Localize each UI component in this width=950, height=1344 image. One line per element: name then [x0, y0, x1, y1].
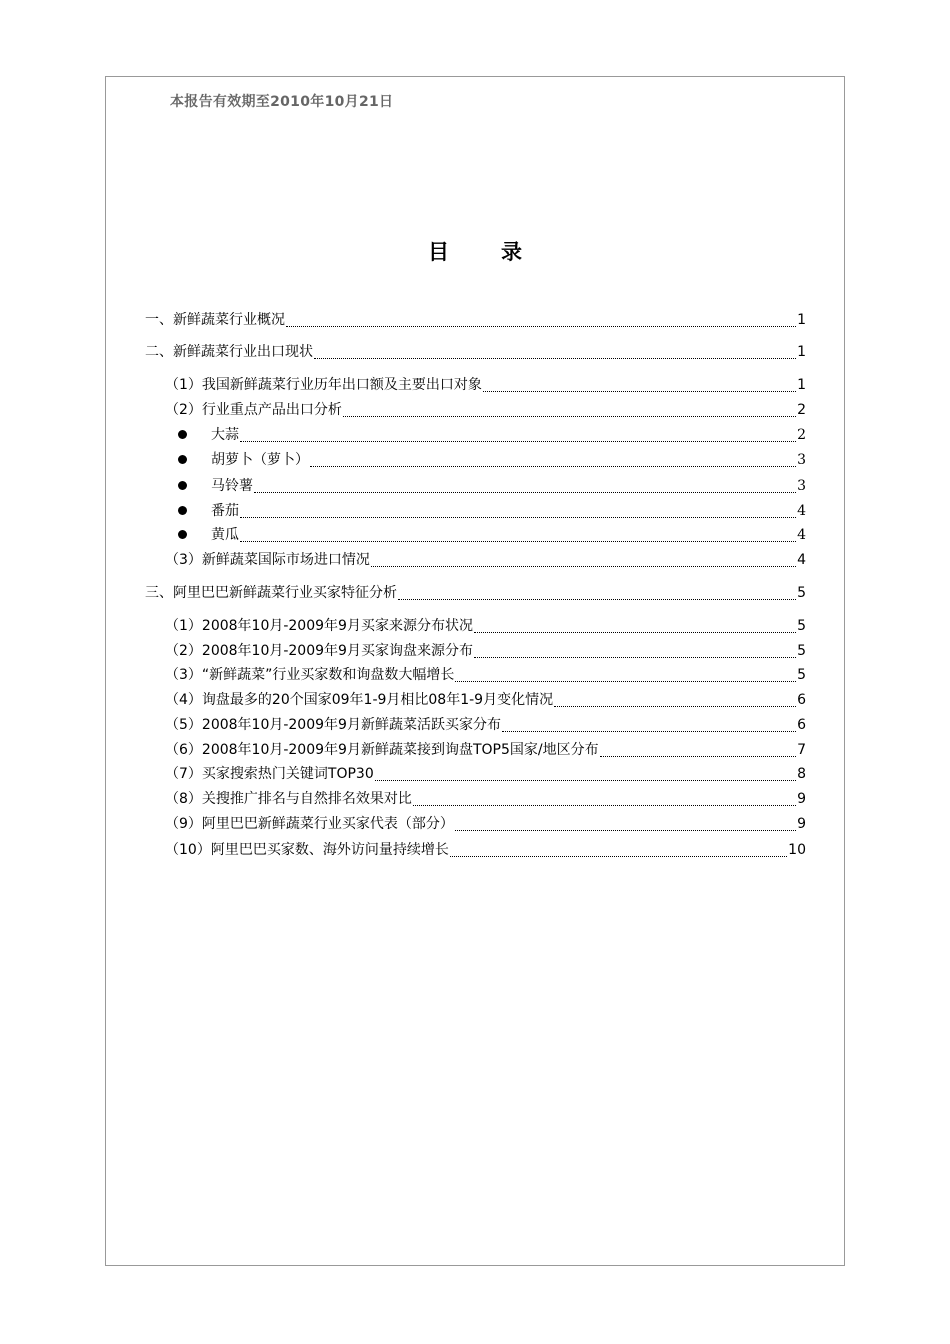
toc-entry-section-1[interactable] — [145, 311, 806, 329]
toc-entry-page: 5 — [797, 585, 806, 601]
toc-leader — [314, 347, 796, 361]
toc-entry-page: 5 — [797, 643, 806, 659]
toc-leader — [286, 315, 796, 329]
toc-entry-label: 胡萝卜（萝卜） — [211, 452, 309, 468]
toc-entry-2-3[interactable] — [165, 551, 806, 569]
toc-title-right: 录 — [501, 240, 522, 264]
toc-entry-page: 1 — [797, 312, 806, 328]
toc-entry-page: 5 — [797, 667, 806, 683]
toc-entry-label: 一、新鲜蔬菜行业概况 — [145, 312, 285, 328]
toc-entry-label: 黄瓜 — [211, 527, 239, 543]
toc-entry-carrot[interactable] — [178, 451, 806, 469]
toc-entry-page: 3 — [797, 478, 806, 494]
toc-entry-3-9[interactable] — [165, 815, 806, 833]
toc-title-left: 目 — [428, 240, 449, 264]
toc-leader — [413, 794, 796, 808]
toc-leader — [240, 506, 796, 520]
toc-entry-page: 9 — [797, 816, 806, 832]
toc-entry-page: 3 — [797, 452, 806, 468]
toc-leader — [455, 670, 796, 684]
toc-leader — [455, 819, 796, 833]
toc-title — [0, 236, 950, 266]
toc-leader — [398, 588, 796, 602]
toc-leader — [450, 845, 787, 859]
toc-entry-page: 9 — [797, 791, 806, 807]
toc-entry-page: 4 — [797, 503, 806, 519]
bullet-icon — [178, 430, 187, 439]
toc-leader — [474, 646, 796, 660]
toc-entry-3-1[interactable] — [165, 617, 806, 635]
toc-leader — [371, 555, 796, 569]
toc-entry-3-10[interactable] — [165, 841, 806, 859]
toc-entry-label: （2）行业重点产品出口分析 — [165, 402, 342, 418]
toc-leader — [375, 769, 796, 783]
toc-entry-label: 马铃薯 — [211, 478, 253, 494]
toc-leader — [240, 430, 796, 444]
toc-entry-page: 8 — [797, 766, 806, 782]
toc-entry-page: 10 — [788, 842, 806, 858]
toc-entry-3-6[interactable] — [165, 741, 806, 759]
toc-entry-label: （1）2008年10月-2009年9月买家来源分布状况 — [165, 618, 473, 634]
toc-entry-3-8[interactable] — [165, 790, 806, 808]
toc-entry-label: 二、新鲜蔬菜行业出口现状 — [145, 344, 313, 360]
toc-entry-label: （6）2008年10月-2009年9月新鲜蔬菜接到询盘TOP5国家/地区分布 — [165, 742, 599, 758]
toc-entry-label: （1）我国新鲜蔬菜行业历年出口额及主要出口对象 — [165, 377, 482, 393]
toc-entry-page: 6 — [797, 717, 806, 733]
report-validity: 本报告有效期至2010年10月21日 — [170, 94, 394, 110]
toc-entry-3-2[interactable] — [165, 642, 806, 660]
toc-entry-potato[interactable] — [178, 477, 806, 495]
toc-entry-page: 7 — [797, 742, 806, 758]
toc-entry-3-5[interactable] — [165, 716, 806, 734]
toc-entry-page: 1 — [797, 344, 806, 360]
toc-entry-label: （4）询盘最多的20个国家09年1-9月相比08年1-9月变化情况 — [165, 692, 554, 708]
toc-leader — [600, 745, 797, 759]
toc-entry-garlic[interactable] — [178, 426, 806, 444]
toc-entry-label: （10）阿里巴巴买家数、海外访问量持续增长 — [165, 842, 449, 858]
toc-entry-label: （9）阿里巴巴新鲜蔬菜行业买家代表（部分） — [165, 816, 454, 832]
toc-entry-section-2[interactable] — [145, 343, 806, 361]
toc-leader — [502, 720, 796, 734]
toc-entry-label: （7）买家搜索热门关键词TOP30 — [165, 766, 374, 782]
toc-leader — [254, 481, 796, 495]
bullet-icon — [178, 481, 187, 490]
toc-entry-cucumber[interactable] — [178, 526, 806, 544]
toc-entry-2-1[interactable] — [165, 376, 806, 394]
toc-entry-page: 1 — [797, 377, 806, 393]
toc-entry-label: 大蒜 — [211, 427, 239, 443]
toc-entry-label: （8）关搜推广排名与自然排名效果对比 — [165, 791, 412, 807]
toc-leader — [310, 455, 796, 469]
toc-entry-3-7[interactable] — [165, 765, 806, 783]
toc-entry-3-3[interactable] — [165, 666, 806, 684]
toc-leader — [474, 621, 796, 635]
toc-entry-page: 2 — [797, 402, 806, 418]
toc-entry-3-4[interactable] — [165, 691, 806, 709]
bullet-icon — [178, 506, 187, 515]
toc-entry-page: 2 — [797, 427, 806, 443]
toc-entry-label: 三、阿里巴巴新鲜蔬菜行业买家特征分析 — [145, 585, 397, 601]
bullet-icon — [178, 530, 187, 539]
toc-leader — [343, 405, 796, 419]
toc-entry-tomato[interactable] — [178, 502, 806, 520]
toc-entry-page: 5 — [797, 618, 806, 634]
toc-entry-section-3[interactable] — [145, 584, 806, 602]
toc-leader — [240, 530, 796, 544]
toc-entry-label: （5）2008年10月-2009年9月新鲜蔬菜活跃买家分布 — [165, 717, 501, 733]
toc-entry-2-2[interactable] — [165, 401, 806, 419]
toc-entry-label: 番茄 — [211, 503, 239, 519]
toc-entry-page: 6 — [797, 692, 806, 708]
bullet-icon — [178, 455, 187, 464]
toc-entry-label: （3）“新鲜蔬菜”行业买家数和询盘数大幅增长 — [165, 667, 455, 683]
toc-entry-label: （3）新鲜蔬菜国际市场进口情况 — [165, 552, 370, 568]
toc-entry-label: （2）2008年10月-2009年9月买家询盘来源分布 — [165, 643, 473, 659]
toc-entry-page: 4 — [797, 527, 806, 543]
toc-leader — [483, 380, 796, 394]
toc-entry-page: 4 — [797, 552, 806, 568]
toc-leader — [554, 695, 796, 709]
